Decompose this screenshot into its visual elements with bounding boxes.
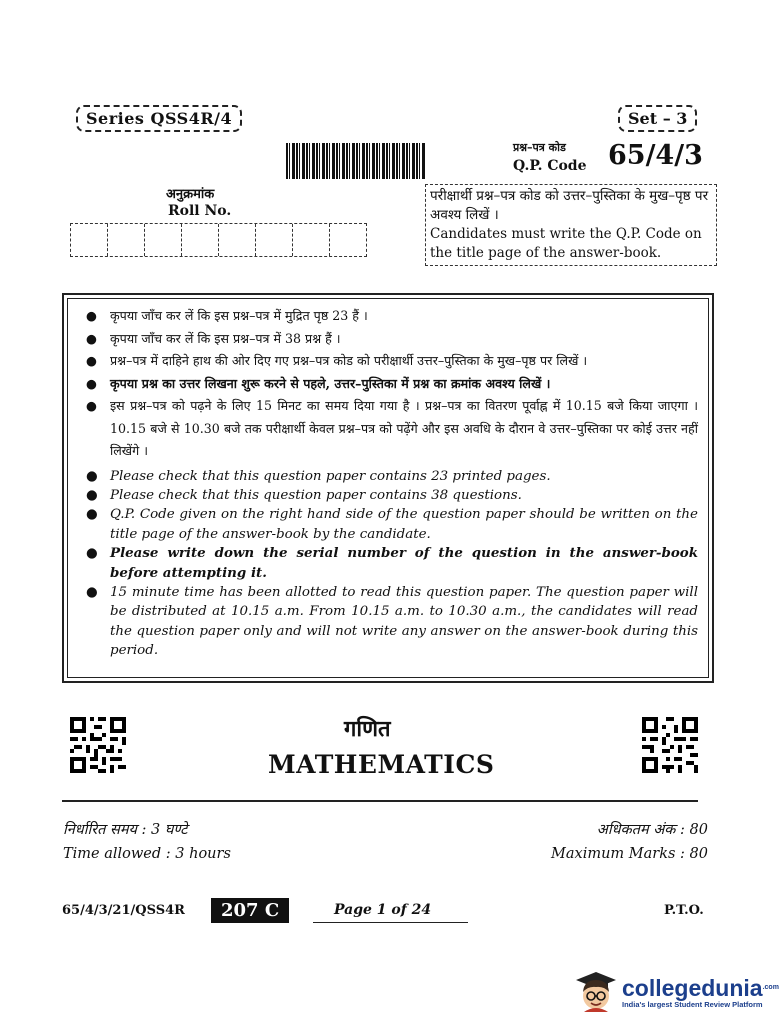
brand-suffix: .com [762,983,779,991]
barcode-image [286,143,426,179]
subject-hindi: गणित [344,716,391,742]
roll-box [293,224,330,256]
series-label: Series QSS4R/4 [76,105,242,132]
instruction-item: ● कृपया जाँच कर लें कि इस प्रश्न–पत्र में 38 प्रश्न हैं । [86,330,341,346]
code-badge: 207 C [211,898,289,923]
brand-tagline: India's largest Student Review Platform [622,999,763,1009]
roll-label-hindi: अनुक्रमांक [166,187,215,202]
candidate-note-english: Candidates must write the Q.P. Code on the title page of the answer-book. [430,226,702,261]
time-allowed-hindi: निर्धारित समय : 3 घण्टे [63,822,188,838]
roll-box [108,224,145,256]
student-mascot-icon [570,968,618,1016]
set-label: Set – 3 [618,105,697,132]
instruction-item: ● इस प्रश्न–पत्र को पढ़ने के लिए 15 मिनट का समय दिया गया है । प्रश्न–पत्र का वितरण पूर्वाह्न में 10.15 बजे किया जाएगा । 10.15 बजे से 10.30 बजे तक परीक्षार्थी केवल प्रश्न–पत्र को पढ़ेंगे और इस अवधि के दौरान वे उत्तर–पुस्तिका पर कोई उत्तर नहीं लिखेंगे । [86,398,698,458]
qr-code-right [642,717,698,773]
roll-label-english: Roll No. [168,203,232,219]
instruction-item: ● Q.P. Code given on the right hand side of the question paper should be written on the title page of the answer-book by the candidate. [86,507,698,542]
time-allowed [63,818,231,866]
subject-english: MATHEMATICS [268,750,495,779]
instruction-item: ● कृपया जाँच कर लें कि इस प्रश्न–पत्र में मुद्रित पृष्ठ 23 हैं । [86,308,368,323]
instruction-item: ● Please write down the serial number of the question in the answer-book before attempting it. [86,545,698,581]
roll-box [182,224,219,256]
maximum-marks-hindi: अधिकतम अंक : 80 [596,822,708,838]
divider [62,800,698,802]
qp-code-value: 65/4/3 [608,140,703,171]
roll-box [330,224,366,256]
instructions-english [78,467,698,661]
instruction-item: ● Please check that this question paper contains 23 printed pages. [86,468,551,484]
qp-code-label-hindi: प्रश्न–पत्र कोड [513,141,566,154]
time-allowed-english: Time allowed : 3 hours [63,846,231,862]
roll-box [256,224,293,256]
instruction-item: ● कृपया प्रश्न का उत्तर लिखना शुरू करने से पहले, उत्तर–पुस्तिका में प्रश्न का क्रमांक अवश्य लिखें । [86,375,551,391]
pto-label: P.T.O. [664,903,704,918]
instruction-item: ● 15 minute time has been allotted to read this question paper. The question paper will be distributed at 10.15 a.m. From 10.15 a.m. to 10.30 a.m., the candidates will read the question paper only and will not write any answer on the answer-book during this period. [86,584,698,659]
instruction-item: ● Please check that this question paper contains 38 questions. [86,487,522,503]
instruction-item: ● प्रश्न–पत्र में दाहिने हाथ की ओर दिए गए प्रश्न–पत्र कोड को परीक्षार्थी उत्तर–पुस्तिका के मुख–पृष्ठ पर लिखें । [86,353,588,368]
maximum-marks-english: Maximum Marks : 80 [551,846,708,862]
maximum-marks [551,818,708,866]
page-underline [313,922,468,923]
collegedunia-logo [570,968,779,1016]
qr-code-left [70,717,126,773]
candidate-note [425,184,717,266]
roll-box [145,224,182,256]
brand-name: collegedunia [622,974,763,1001]
roll-box [219,224,256,256]
qp-code-label-english: Q.P. Code [513,158,587,174]
candidate-note-hindi: परीक्षार्थी प्रश्न–पत्र कोड को उत्तर–पुस्तिका के मुख–पृष्ठ पर अवश्य लिखें । [430,188,709,223]
roll-number-boxes [70,223,367,257]
page-number: Page 1 of 24 [334,902,432,918]
instructions-hindi [78,305,698,463]
paper-code-footer: 65/4/3/21/QSS4R [62,903,185,918]
roll-box [71,224,108,256]
instructions-box [62,293,714,683]
qp-code-label [513,139,587,175]
